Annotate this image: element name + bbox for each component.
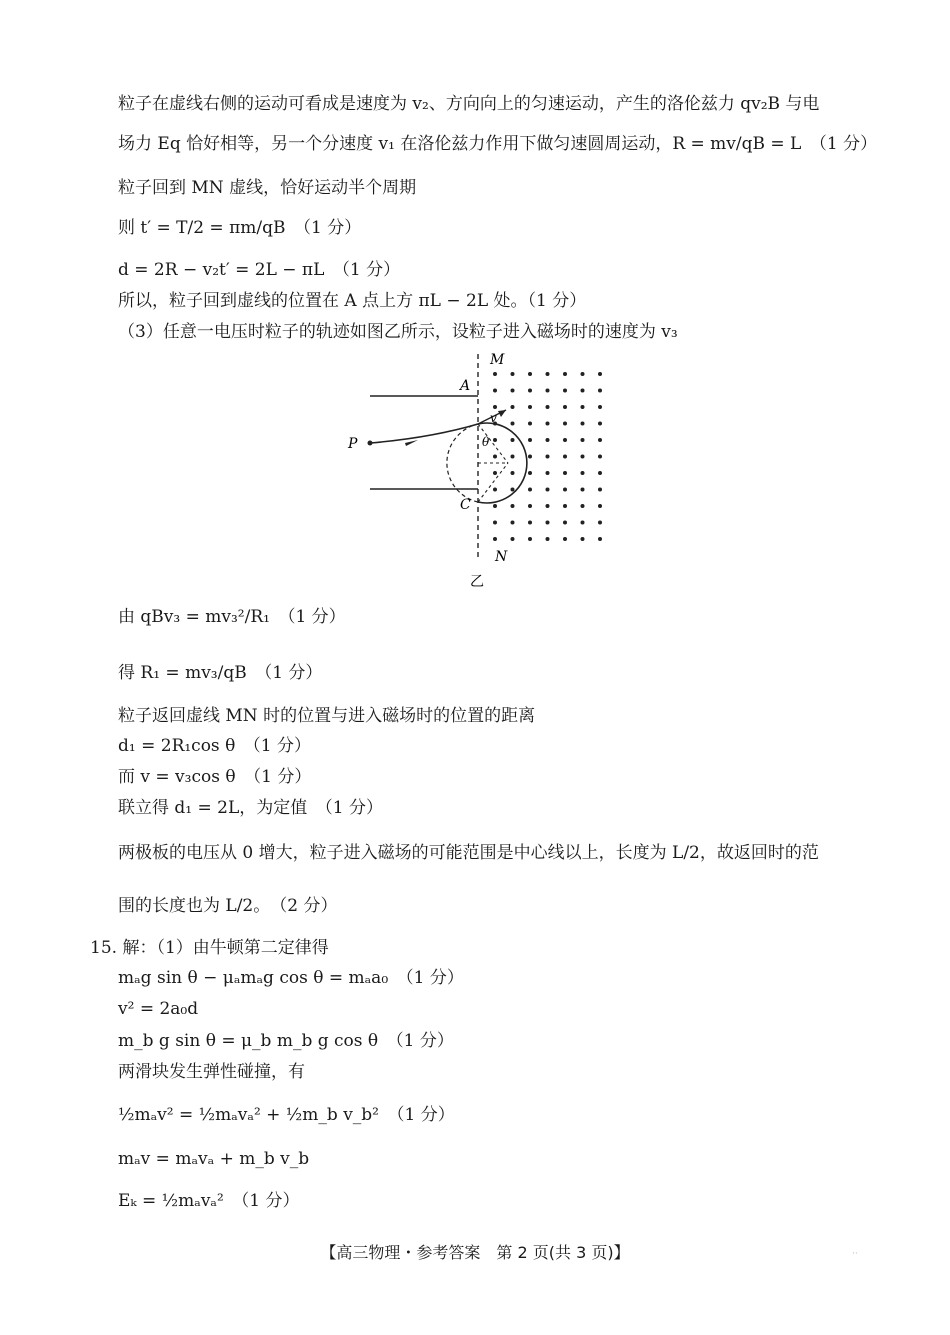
- radius-lower: [478, 463, 508, 502]
- particle-trajectory-field: [370, 424, 478, 443]
- field-dot: [563, 372, 567, 376]
- text-line-15: 围的长度也为 L/2。 （2 分）: [118, 896, 338, 916]
- field-dot: [598, 504, 602, 508]
- text-line-4: 则 t′ = T/2 = πm/qB （1 分）: [118, 218, 362, 238]
- figure-caption: 乙: [470, 574, 484, 590]
- field-dot: [511, 537, 515, 541]
- field-dot: [563, 504, 567, 508]
- field-dot: [581, 405, 585, 409]
- field-dot: [598, 521, 602, 525]
- figure-trajectory-diagram: [330, 346, 620, 596]
- field-dot: [528, 521, 532, 525]
- field-dot: [493, 438, 497, 442]
- text-line-7: （3）任意一电压时粒子的轨迹如图乙所示，设粒子进入磁场时的速度为 v₃: [118, 322, 678, 342]
- field-dot: [546, 455, 550, 459]
- field-dot: [511, 504, 515, 508]
- label-P: P: [348, 436, 358, 452]
- text-line-5: d = 2R − v₂t′ = 2L − πL （1 分）: [118, 260, 401, 280]
- field-dot: [511, 389, 515, 393]
- field-dot: [546, 521, 550, 525]
- field-dot: [581, 537, 585, 541]
- field-dot: [493, 372, 497, 376]
- field-dot: [581, 389, 585, 393]
- text-line-14: 两极板的电压从 0 增大，粒子进入磁场的可能范围是中心线以上，长度为 L/2，故返回时的范: [118, 843, 819, 863]
- text-line-19: m_b g sin θ = μ_b m_b g cos θ （1 分）: [118, 1031, 454, 1051]
- field-dot: [563, 389, 567, 393]
- field-dot: [598, 471, 602, 475]
- field-dot: [563, 537, 567, 541]
- text-line-20: 两滑块发生弹性碰撞，有: [118, 1062, 305, 1082]
- label-A: A: [460, 378, 471, 394]
- point-P: [368, 441, 373, 446]
- text-line-6: 所以，粒子回到虚线的位置在 A 点上方 πL − 2L 处。（1 分）: [118, 291, 587, 311]
- field-dot: [493, 455, 497, 459]
- label-C: C: [460, 497, 471, 513]
- label-v: v: [490, 411, 497, 425]
- field-dot: [528, 422, 532, 426]
- field-dot: [511, 405, 515, 409]
- corner-mark: ··: [852, 1249, 858, 1259]
- field-dot: [581, 372, 585, 376]
- field-dot: [581, 504, 585, 508]
- field-dot: [528, 389, 532, 393]
- field-dot: [581, 471, 585, 475]
- text-line-9: 得 R₁ = mv₃/qB （1 分）: [118, 663, 323, 683]
- field-dot: [563, 488, 567, 492]
- field-dot: [493, 504, 497, 508]
- field-dot: [546, 438, 550, 442]
- text-line-11: d₁ = 2R₁cos θ （1 分）: [118, 736, 312, 756]
- field-dot: [528, 504, 532, 508]
- field-dot: [493, 389, 497, 393]
- field-dot: [528, 405, 532, 409]
- field-dot: [598, 372, 602, 376]
- field-dot: [598, 438, 602, 442]
- field-dot: [581, 438, 585, 442]
- field-dot: [546, 422, 550, 426]
- field-dot: [528, 537, 532, 541]
- text-line-3: 粒子回到 MN 虚线，恰好运动半个周期: [118, 178, 417, 198]
- trajectory-arrow: [405, 440, 418, 446]
- field-dot: [528, 438, 532, 442]
- field-dot: [563, 438, 567, 442]
- field-dot: [546, 389, 550, 393]
- label-theta: θ: [482, 435, 490, 449]
- field-dot: [511, 438, 515, 442]
- field-dot: [493, 471, 497, 475]
- field-dot: [546, 471, 550, 475]
- field-dot: [598, 389, 602, 393]
- field-dot: [511, 455, 515, 459]
- field-dot: [581, 488, 585, 492]
- field-dot: [511, 521, 515, 525]
- circle-arc-dashed: [447, 424, 478, 502]
- text-line-12: 而 v = v₃cos θ （1 分）: [118, 767, 312, 787]
- field-dot: [528, 372, 532, 376]
- field-dot: [563, 455, 567, 459]
- field-dot: [581, 455, 585, 459]
- text-line-18: v² = 2a₀d: [118, 999, 199, 1019]
- field-dot: [563, 471, 567, 475]
- magnetic-field-dots: [493, 372, 602, 541]
- page-footer: 【高三物理・参考答案 第 2 页(共 3 页)】: [320, 1243, 630, 1262]
- field-dot: [511, 422, 515, 426]
- field-dot: [546, 537, 550, 541]
- field-dot: [546, 372, 550, 376]
- field-dot: [598, 455, 602, 459]
- text-line-2: 场力 Eq 恰好相等，另一个分速度 v₁ 在洛伦兹力作用下做匀速圆周运动，R = mv/qB = L （1 分）: [118, 134, 878, 154]
- field-dot: [528, 488, 532, 492]
- field-dot: [598, 488, 602, 492]
- text-line-21: ½mₐv² = ½mₐvₐ² + ½m_b v_b² （1 分）: [118, 1105, 455, 1125]
- field-dot: [511, 372, 515, 376]
- field-dot: [598, 537, 602, 541]
- label-N: N: [495, 549, 508, 565]
- field-dot: [546, 504, 550, 508]
- field-dot: [563, 405, 567, 409]
- field-dot: [598, 405, 602, 409]
- text-line-8: 由 qBv₃ = mv₃²/R₁ （1 分）: [118, 607, 346, 627]
- field-dot: [581, 521, 585, 525]
- field-dot: [493, 488, 497, 492]
- text-line-17: mₐg sin θ − μₐmₐg cos θ = mₐa₀ （1 分）: [118, 968, 464, 988]
- field-dot: [546, 405, 550, 409]
- field-dot: [511, 488, 515, 492]
- text-line-1: 粒子在虚线右侧的运动可看成是速度为 v₂、方向向上的匀速运动，产生的洛伦兹力 qv₂B 与电: [118, 94, 820, 114]
- field-dot: [493, 537, 497, 541]
- field-dot: [493, 521, 497, 525]
- question-15-heading: 15. 解：（1）由牛顿第二定律得: [90, 938, 329, 958]
- field-dot: [528, 455, 532, 459]
- field-dot: [581, 422, 585, 426]
- text-line-22: mₐv = mₐvₐ + m_b v_b: [118, 1149, 310, 1169]
- field-dot: [528, 471, 532, 475]
- field-dot: [546, 488, 550, 492]
- field-dot: [511, 471, 515, 475]
- label-M: M: [490, 352, 505, 368]
- field-dot: [563, 422, 567, 426]
- field-dot: [563, 521, 567, 525]
- text-line-23: Eₖ = ½mₐvₐ² （1 分）: [118, 1191, 300, 1211]
- text-line-10: 粒子返回虚线 MN 时的位置与进入磁场时的位置的距离: [118, 706, 536, 726]
- field-dot: [598, 422, 602, 426]
- field-dot: [493, 405, 497, 409]
- text-line-13: 联立得 d₁ = 2L，为定值 （1 分）: [118, 798, 383, 818]
